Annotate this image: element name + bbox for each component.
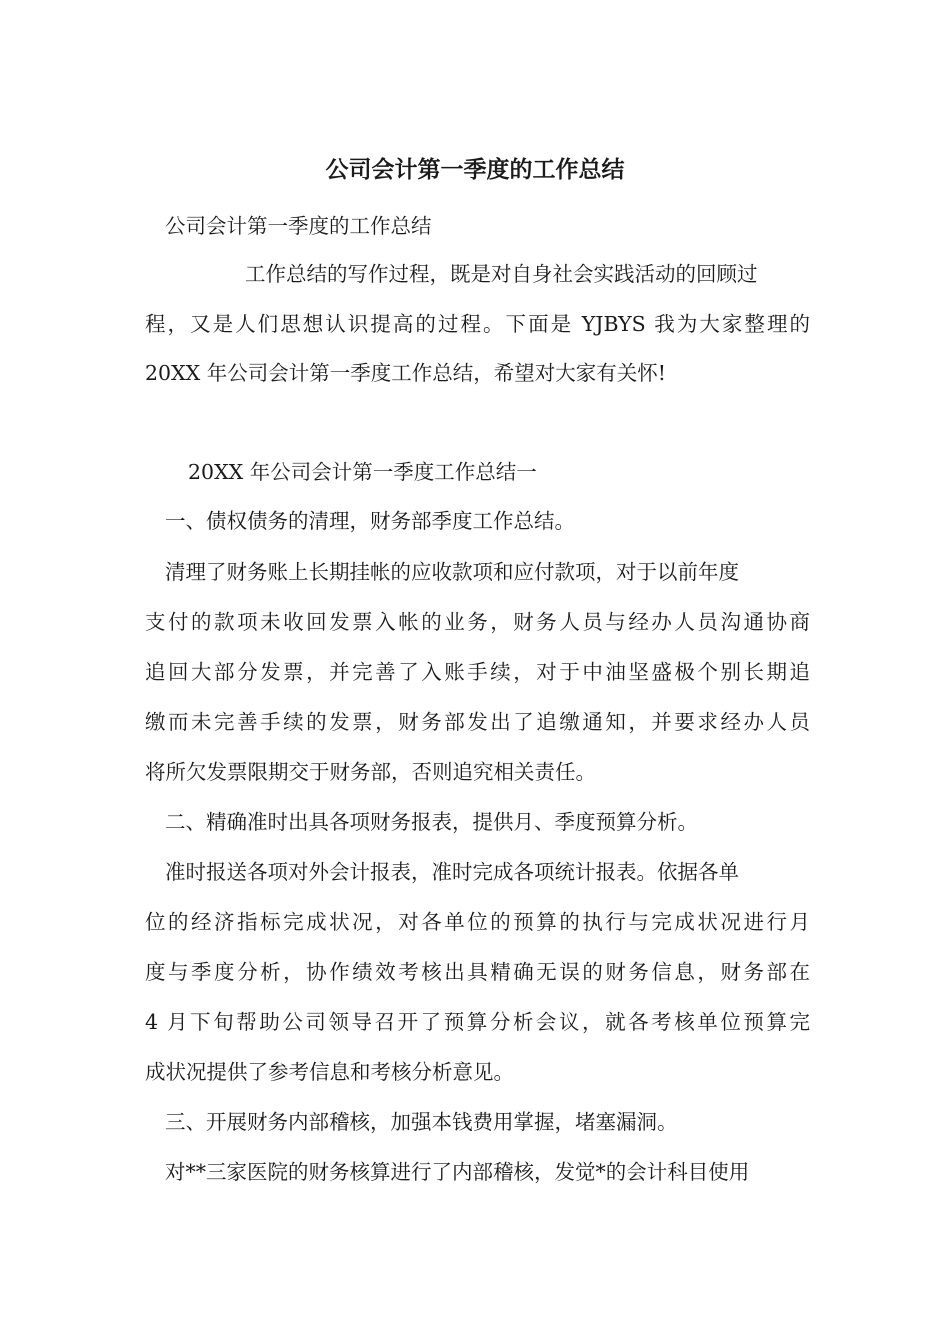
paragraph-line: 支付的款项未收回发票入帐的业务，财务人员与经办人员沟通协商	[145, 610, 810, 634]
section-heading: 一、债权债务的清理，财务部季度工作总结。	[165, 509, 575, 533]
document-title: 公司会计第一季度的工作总结	[325, 156, 625, 183]
paragraph-line: 成状况提供了参考信息和考核分析意见。	[145, 1060, 514, 1084]
section-heading: 三、开展财务内部稽核，加强本钱费用掌握，堵塞漏洞。	[165, 1110, 678, 1134]
paragraph-line: 工作总结的写作过程，既是对自身社会实践活动的回顾过	[245, 262, 758, 286]
paragraph-line: 度与季度分析，协作绩效考核出具精确无误的财务信息，财务部在	[145, 960, 810, 984]
section-heading: 20XX 年公司会计第一季度工作总结一	[188, 460, 537, 484]
paragraph-line: 缴而未完善手续的发票，财务部发出了追缴通知，并要求经办人员	[145, 710, 810, 734]
paragraph-line: 清理了财务账上长期挂帐的应收款项和应付款项，对于以前年度	[165, 560, 739, 584]
section-heading: 二、精确准时出具各项财务报表，提供月、季度预算分析。	[165, 810, 698, 834]
paragraph-line: 20XX 年公司会计第一季度工作总结，希望对大家有关怀!	[145, 361, 667, 385]
paragraph-line: 准时报送各项对外会计报表，准时完成各项统计报表。依据各单	[165, 860, 739, 884]
paragraph-line: 对**三家医院的财务核算进行了内部稽核，发觉*的会计科目使用	[165, 1160, 750, 1184]
paragraph-line: 程，又是人们思想认识提高的过程。下面是 YJBYS 我为大家整理的	[145, 312, 810, 336]
subtitle-line: 公司会计第一季度的工作总结	[165, 214, 432, 238]
paragraph-line: 追回大部分发票，并完善了入账手续，对于中油坚盛极个别长期追	[145, 660, 810, 684]
paragraph-line: 将所欠发票限期交于财务部，否则追究相关责任。	[145, 760, 596, 784]
paragraph-line: 位的经济指标完成状况，对各单位的预算的执行与完成状况进行月	[145, 910, 810, 934]
paragraph-line: 4 月下旬帮助公司领导召开了预算分析会议，就各考核单位预算完	[145, 1010, 810, 1034]
